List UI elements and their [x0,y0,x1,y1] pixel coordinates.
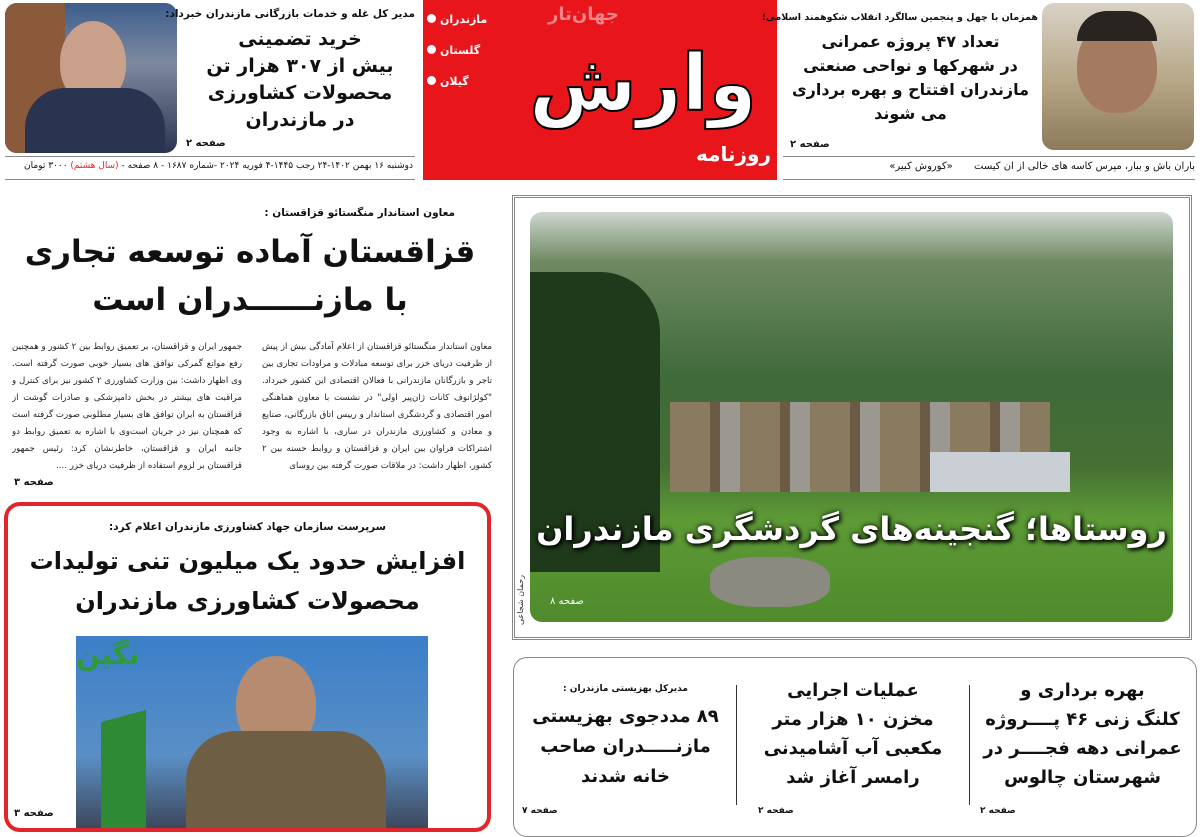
top-left-headline [185,26,415,134]
quote-author: «کوروش کبیر» [889,161,953,172]
region-item [427,66,512,97]
region-label: مازندران [440,13,488,26]
headline-line: رامسر آغاز شد [786,767,920,788]
region-item [427,35,512,66]
lead-body-right: معاون استاندار منگستائو قزاقستان از اعلام آمادگی بیش از پیش از ظرفیت دریای خزر برای توسعه مبادلات و مراودات تجاری بین تاجر و بازرگانان مازندرانی با فعالان اقتصادی این کشور خبرداد. "کولژانوف کانات ژان‌پیر اولی" در نشست با معاون هماهنگی امور اقتصادی و گردشگری استاندار و رییس اتاق بازرگانی، صنایع و معادن و کشاورزی مازندران در ساری، با اشاره به وجود اشتراکات فراوان بین ایران و قزاقستان و روابط حسنه بین ۲ کشور، اظهار داشت: در ملاقات صورت گرفته بین روسای [262,342,492,471]
masthead-logo: وارش [529,39,757,129]
headline-line: خرید تضمینی [238,28,362,50]
headline-line: قزاقستان آماده توسعه تجاری [24,234,476,270]
headline-line: مازنـــــدران صاحب [540,736,711,757]
bottom-story-3-kicker: مدیرکل بهزیستی مازندران : [563,684,688,694]
date-text: دوشنبه ۱۶ بهمن ۱۴۰۲-۲۴ رجب ۱۴۴۵-۴ فوریه ۲۰۲۴ -شماره ۱۶۸۷ - ۸ صفحه - [121,161,413,171]
masthead [423,0,777,180]
quote-text: باران باش و ببار، مپرس کاسه های خالی از آن کیست [974,161,1195,172]
headline-line: می شوند [874,104,947,123]
page-ref: صفحه ۲ [980,806,1016,816]
headline-line: بیش از ۳۰۷ هزار تن [206,55,394,77]
region-item [427,4,512,35]
lead-headline [5,228,495,324]
bottom-story-1 [975,676,1190,792]
masthead-prefix: روزنامه [696,142,771,166]
page-ref: صفحه ۳ [14,808,54,819]
boxed-headline [8,541,487,621]
official-photo [1042,3,1194,150]
headline-line: عمرانی دهه فجــــر در [983,738,1182,759]
region-label: گلستان [440,44,481,57]
page-ref: صفحه ۲ [186,138,226,149]
page-ref: صفحه ۲ [758,806,794,816]
price: ۳۰۰۰ تومان [24,161,68,171]
headline-line: ۸۹ مددجوی بهزیستی [532,706,719,727]
headline-line: محصولات کشاورزی مازندران [75,587,420,615]
page-ref: صفحه ۷ [522,806,558,816]
headline-line: کلنگ زنی ۴۶ پــــروژه [985,709,1180,730]
region-list [427,4,512,97]
lead-kicker: معاون استاندار منگستائو قزاقستان : [264,207,455,219]
headline-line: خانه شدند [581,766,670,787]
masthead-watermark: جهان‌تار [548,4,619,25]
top-left-kicker: مدیر کل غله و خدمات بازرگانی مازندران خبرداد: [165,8,415,20]
page-ref: صفحه ۸ [550,596,584,607]
headline-line: تعداد ۴۷ پروژه عمرانی [821,32,1000,51]
headline-line: در مازندران [245,109,355,131]
official-photo [76,636,428,832]
village-photo [530,212,1173,622]
photo-credit: رحمان شجاعی [516,574,525,625]
top-right-headline [783,30,1038,126]
page-ref: صفحه ۳ [14,477,54,488]
headline-line: با مازنــــــدران است [92,282,408,318]
headline-line: مخزن ۱۰ هزار متر [772,709,934,730]
page-ref: صفحه ۲ [790,139,830,150]
official-photo [5,3,177,153]
headline-line: شهرستان چالوس [1004,767,1161,788]
feature-headline: روستاها؛ گنجینه‌های گردشگری مازندران [536,510,1167,548]
headline-line: بهره برداری و [1020,680,1145,701]
boxed-kicker: سرپرست سازمان جهاد کشاورزی مازندران اعلام کرد: [109,521,386,533]
top-right-kicker: همزمان با چهل و پنجمین سالگرد انقلاب شکوهمند اسلامی؛ [761,12,1038,23]
photo-sign: نگین [76,638,140,671]
headline-line: افزایش حدود یک میلیون تنی تولیدات [29,547,466,575]
region-label: گیلان [440,75,469,88]
boxed-story [4,502,491,832]
headline-line: مازندران افتتاح و بهره برداری [791,80,1029,99]
bottom-story-3 [518,702,733,792]
headline-line: عملیات اجرایی [787,680,919,701]
quote [785,161,1195,172]
headline-line: در شهرکها و نواحی صنعتی [803,56,1018,75]
volume-year: (سال هشتم) [70,161,119,171]
bottom-story-2 [742,676,964,792]
headline-line: مکعبی آب آشامیدنی [763,738,943,759]
dateline [8,161,413,171]
headline-line: محصولات کشاورزی [207,82,393,104]
lead-body-left: جمهور ایران و قزاقستان، بر تعمیق روابط بین ۲ کشور و همچنین رفع موانع گمرکی توافق های بسیار خوبی صورت گرفته است. وی اظهار داشت: بین وزارت کشاورزی ۲ کشور نیز برای کنترل و مراقبت های بیشتر در بخش دامپزشکی و صادرات گوشت از قزاقستان به ایران توافق های بسیار مطلوبی صورت گرفته است که همچنان نیز در جریان است‌وی با اشاره به تعمیق روابط دو جانبه ایران و قزاقستان، خاطرنشان کرد: رئیس جمهور قزاقستان بر لزوم استفاده از ظرفیت دریای خزر .... [12,342,242,471]
